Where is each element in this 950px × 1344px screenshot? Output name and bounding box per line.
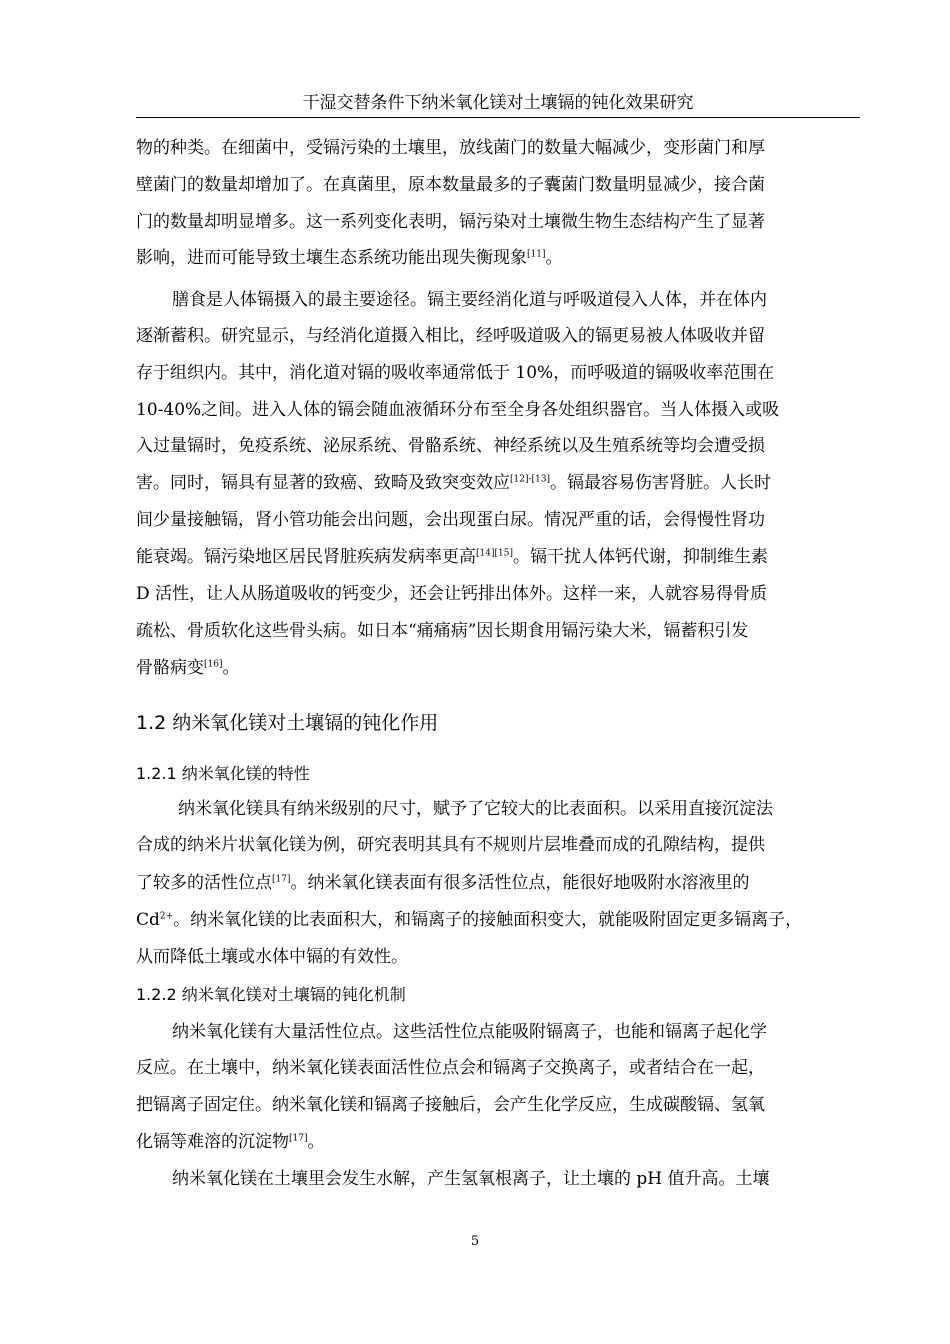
citation: [16] — [204, 659, 223, 670]
citation: [12]-[13] — [510, 474, 550, 485]
text-line: 逐渐蓄积。研究显示，与经消化道摄入相比，经呼吸道吸入的镉更易被人体吸收并留 — [136, 326, 765, 346]
text-line: 反应。在土壤中，纳米氧化镁表面活性位点会和镉离子交换离子，或者结合在一起， — [136, 1058, 765, 1078]
subsection-heading: 1.2.1 纳米氧化镁的特性 — [136, 764, 310, 783]
text-line: 把镉离子固定住。纳米氧化镁和镉离子接触后，会产生化学反应，生成碳酸镉、氢氧 — [136, 1095, 765, 1115]
citation: [11] — [527, 249, 546, 260]
text-line: 能衰竭。镉污染地区居民肾脏疾病发病率更高[14][15]。镉干扰人体钙代谢，抑制维生素 — [136, 547, 768, 567]
section-heading: 1.2 纳米氧化镁对土壤镉的钝化作用 — [136, 712, 439, 734]
page-number: 5 — [470, 1234, 480, 1249]
text-line: D 活性，让人从肠道吸收的钙变少，还会让钙排出体外。这样一来，人就容易得骨质 — [136, 584, 768, 604]
citation: [14][15] — [476, 548, 513, 559]
text-line: 合成的纳米片状氧化镁为例，研究表明其具有不规则片层堆叠而成的孔隙结构，提供 — [136, 835, 765, 855]
text-line: 膳食是人体镉摄入的最主要途径。镉主要经消化道与呼吸道侵入人体，并在体内 — [172, 290, 767, 310]
header-rule — [136, 117, 860, 118]
running-header: 干湿交替条件下纳米氧化镁对土壤镉的钝化效果研究 — [302, 93, 694, 113]
text-line: 10-40%之间。进入人体的镉会随血液循环分布至全身各处组织器官。当人体摄入或吸 — [136, 400, 780, 420]
text-line: 纳米氧化镁在土壤里会发生水解，产生氢氧根离子，让土壤的 pH 值升高。土壤 — [172, 1169, 770, 1189]
citation: [17] — [272, 874, 291, 885]
text-line: 入过量镉时，免疫系统、泌尿系统、骨骼系统、神经系统以及生殖系统等均会遭受损 — [136, 436, 765, 456]
text-line: 了较多的活性位点[17]。纳米氧化镁表面有很多活性位点，能很好地吸附水溶液里的 — [136, 873, 750, 893]
text-line: 间少量接触镉，肾小管功能会出问题，会出现蛋白尿。情况严重的话，会得慢性肾功 — [136, 510, 765, 530]
text-line: 骨骼病变[16]。 — [136, 658, 240, 678]
text-line: 门的数量却明显增多。这一系列变化表明，镉污染对土壤微生物生态结构产生了显著 — [136, 212, 765, 232]
text-line: 影响，进而可能导致土壤生态系统功能出现失衡现象[11]。 — [136, 248, 563, 268]
text-line: 从而降低土壤或水体中镉的有效性。 — [136, 947, 408, 967]
text-line: 纳米氧化镁有大量活性位点。这些活性位点能吸附镉离子，也能和镉离子起化学 — [172, 1022, 767, 1042]
text-line: 害。同时，镉具有显著的致癌、致畸及致突变效应[12]-[13]。镉最容易伤害肾脏。人长时 — [136, 473, 771, 493]
text-line: 存于组织内。其中，消化道对镉的吸收率通常低于 10%，而呼吸道的镉吸收率范围在 — [136, 363, 775, 383]
text-line: 疏松、骨质软化这些骨头病。如日本“痛痛病”因长期食用镉污染大米，镉蓄积引发 — [136, 621, 749, 641]
subsection-heading: 1.2.2 纳米氧化镁对土壤镉的钝化机制 — [136, 985, 406, 1004]
text-line: 化镉等难溶的沉淀物[17]。 — [136, 1132, 325, 1152]
text-line: 物的种类。在细菌中，受镉污染的土壤里，放线菌门的数量大幅减少，变形菌门和厚 — [136, 138, 765, 158]
text-line: $Cd^{2+}$。纳米氧化镁的比表面积大，和镉离子的接触面积变大，就能吸附固定更多镉离子， — [136, 910, 803, 930]
citation: [17] — [289, 1133, 308, 1144]
text-line: 壁菌门的数量却增加了。在真菌里，原本数量最多的子囊菌门数量明显减少，接合菌 — [136, 175, 765, 195]
text-line: 纳米氧化镁具有纳米级别的尺寸，赋予了它较大的比表面积。以采用直接沉淀法 — [178, 799, 773, 819]
superscript: 2+ — [159, 911, 174, 922]
